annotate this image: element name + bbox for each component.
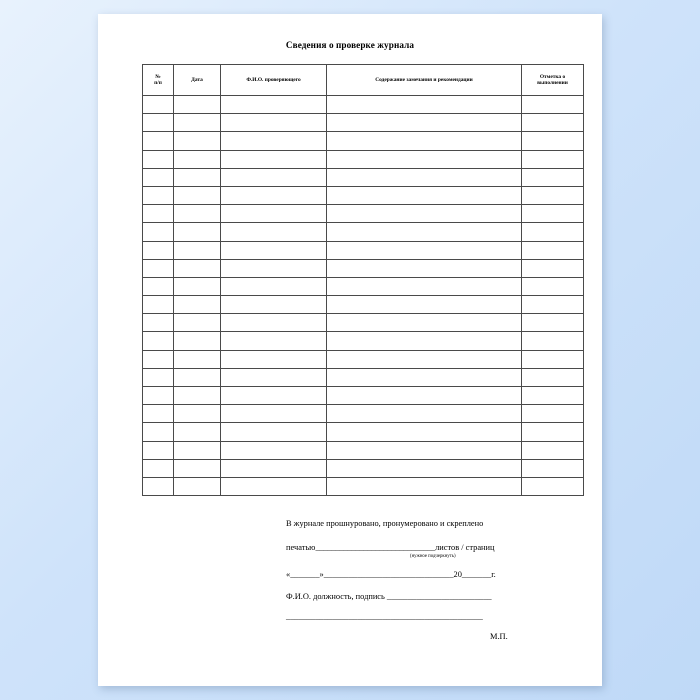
table-cell bbox=[327, 241, 522, 259]
table-cell bbox=[174, 332, 221, 350]
table-row bbox=[143, 205, 584, 223]
table-body bbox=[143, 96, 584, 496]
table-cell bbox=[221, 368, 327, 386]
table-cell bbox=[143, 314, 174, 332]
table-row bbox=[143, 259, 584, 277]
column-header-inspector-name: Ф.И.О. проверяющего bbox=[221, 65, 327, 96]
table-row bbox=[143, 223, 584, 241]
column-header-number bbox=[143, 65, 174, 96]
table-cell bbox=[327, 441, 522, 459]
table-cell bbox=[221, 186, 327, 204]
table-cell bbox=[221, 350, 327, 368]
table-cell bbox=[327, 259, 522, 277]
table-row bbox=[143, 132, 584, 150]
table-cell bbox=[522, 132, 584, 150]
table-cell bbox=[174, 132, 221, 150]
footer-seal-suffix: листов / страниц bbox=[435, 542, 495, 552]
footer-seal-blank: ______________________________ bbox=[315, 542, 436, 552]
table-cell bbox=[143, 459, 174, 477]
table-row bbox=[143, 477, 584, 495]
table-row bbox=[143, 459, 584, 477]
table-cell bbox=[522, 296, 584, 314]
table-cell bbox=[221, 114, 327, 132]
table-cell bbox=[221, 387, 327, 405]
footer-seal-prefix: печатью bbox=[286, 542, 316, 552]
table-cell bbox=[522, 350, 584, 368]
column-header-date: Дата bbox=[174, 65, 221, 96]
table-cell bbox=[522, 314, 584, 332]
footer-blank-line: _______________________________________________ bbox=[286, 611, 483, 621]
column-header-completion-mark-line2: выполнении bbox=[537, 80, 568, 86]
table-cell bbox=[174, 350, 221, 368]
table-cell bbox=[143, 205, 174, 223]
table-row bbox=[143, 277, 584, 295]
table-cell bbox=[143, 423, 174, 441]
table-row bbox=[143, 241, 584, 259]
table-cell bbox=[522, 277, 584, 295]
table-cell bbox=[221, 477, 327, 495]
table-cell bbox=[143, 405, 174, 423]
table-cell bbox=[174, 387, 221, 405]
table-cell bbox=[143, 168, 174, 186]
table-cell bbox=[522, 96, 584, 114]
table-cell bbox=[327, 114, 522, 132]
table-cell bbox=[143, 296, 174, 314]
table-cell bbox=[522, 423, 584, 441]
table-cell bbox=[327, 186, 522, 204]
table-cell bbox=[327, 132, 522, 150]
table-cell bbox=[327, 350, 522, 368]
footer-date-line: «_______»_______________________________20_______г. bbox=[286, 569, 496, 579]
table-cell bbox=[143, 150, 174, 168]
table-cell bbox=[221, 96, 327, 114]
table-cell bbox=[143, 368, 174, 386]
table-cell bbox=[327, 423, 522, 441]
footer-statement: В журнале прошнуровано, пронумеровано и скреплено bbox=[286, 519, 484, 529]
table-row bbox=[143, 168, 584, 186]
table-cell bbox=[522, 223, 584, 241]
table-cell bbox=[327, 477, 522, 495]
table-cell bbox=[174, 368, 221, 386]
table-cell bbox=[143, 477, 174, 495]
footer-seal-note: (нужное подчеркнуть) bbox=[410, 554, 456, 560]
table-cell bbox=[327, 96, 522, 114]
table-cell bbox=[174, 441, 221, 459]
column-header-completion-mark bbox=[522, 65, 584, 96]
table-cell bbox=[221, 423, 327, 441]
table-cell bbox=[221, 314, 327, 332]
table-cell bbox=[327, 314, 522, 332]
table-cell bbox=[327, 205, 522, 223]
table-row bbox=[143, 405, 584, 423]
inspection-table bbox=[142, 64, 584, 496]
table-cell bbox=[143, 277, 174, 295]
table-cell bbox=[522, 368, 584, 386]
document-page bbox=[98, 14, 602, 686]
table-cell bbox=[221, 223, 327, 241]
footer-stamp-mark: М.П. bbox=[490, 632, 508, 642]
table-cell bbox=[221, 241, 327, 259]
column-header-number-line1: № bbox=[155, 73, 161, 80]
table-cell bbox=[327, 405, 522, 423]
page-title: Сведения о проверке журнала bbox=[285, 40, 415, 50]
table-cell bbox=[221, 205, 327, 223]
table-cell bbox=[522, 387, 584, 405]
table-cell bbox=[327, 332, 522, 350]
table-cell bbox=[174, 405, 221, 423]
table-cell bbox=[522, 441, 584, 459]
table-cell bbox=[327, 387, 522, 405]
table-row bbox=[143, 332, 584, 350]
table-cell bbox=[174, 114, 221, 132]
footer-signature-line: Ф.И.О. должность, подпись _________________________ bbox=[286, 592, 492, 602]
table-cell bbox=[522, 477, 584, 495]
table-cell bbox=[174, 477, 221, 495]
table-cell bbox=[143, 350, 174, 368]
table-cell bbox=[522, 150, 584, 168]
table-cell bbox=[522, 114, 584, 132]
column-header-completion-mark-line1: Отметка о bbox=[539, 73, 566, 80]
table-cell bbox=[174, 241, 221, 259]
table-header bbox=[143, 65, 584, 96]
table-row bbox=[143, 387, 584, 405]
table-cell bbox=[221, 150, 327, 168]
table-header-row bbox=[143, 65, 584, 96]
table-cell bbox=[221, 277, 327, 295]
table-row bbox=[143, 186, 584, 204]
table-cell bbox=[143, 96, 174, 114]
table-cell bbox=[327, 150, 522, 168]
table-cell bbox=[174, 259, 221, 277]
table-row bbox=[143, 368, 584, 386]
table-cell bbox=[327, 459, 522, 477]
table-row bbox=[143, 114, 584, 132]
table-row bbox=[143, 441, 584, 459]
table-row bbox=[143, 423, 584, 441]
table-cell bbox=[174, 223, 221, 241]
table-row bbox=[143, 96, 584, 114]
table-row bbox=[143, 314, 584, 332]
table-cell bbox=[221, 132, 327, 150]
table-cell bbox=[522, 259, 584, 277]
column-header-remarks: Содержание замечания и рекомендации bbox=[327, 65, 522, 96]
table-cell bbox=[143, 241, 174, 259]
table-cell bbox=[221, 405, 327, 423]
table-cell bbox=[143, 114, 174, 132]
table-cell bbox=[143, 186, 174, 204]
table-cell bbox=[327, 368, 522, 386]
table-cell bbox=[221, 296, 327, 314]
table-cell bbox=[221, 441, 327, 459]
table-cell bbox=[174, 277, 221, 295]
table-cell bbox=[143, 332, 174, 350]
table-cell bbox=[327, 223, 522, 241]
table-cell bbox=[327, 168, 522, 186]
table-cell bbox=[221, 168, 327, 186]
table-cell bbox=[522, 186, 584, 204]
table-cell bbox=[221, 332, 327, 350]
table-cell bbox=[143, 387, 174, 405]
table-row bbox=[143, 150, 584, 168]
table-cell bbox=[327, 277, 522, 295]
document-footer bbox=[142, 518, 558, 644]
table-cell bbox=[174, 314, 221, 332]
table-row bbox=[143, 296, 584, 314]
table-cell bbox=[174, 423, 221, 441]
table-cell bbox=[522, 168, 584, 186]
table-cell bbox=[174, 186, 221, 204]
document-content bbox=[142, 40, 568, 644]
table-cell bbox=[143, 132, 174, 150]
table-cell bbox=[221, 259, 327, 277]
table-row bbox=[143, 350, 584, 368]
table-cell bbox=[522, 332, 584, 350]
table-cell bbox=[174, 459, 221, 477]
table-cell bbox=[174, 205, 221, 223]
table-cell bbox=[143, 223, 174, 241]
table-cell bbox=[327, 296, 522, 314]
table-cell bbox=[174, 296, 221, 314]
table-cell bbox=[522, 241, 584, 259]
table-cell bbox=[221, 459, 327, 477]
table-cell bbox=[174, 168, 221, 186]
table-cell bbox=[522, 459, 584, 477]
table-cell bbox=[174, 150, 221, 168]
column-header-number-line2: п/п bbox=[154, 80, 162, 86]
table-cell bbox=[143, 259, 174, 277]
table-cell bbox=[522, 205, 584, 223]
table-cell bbox=[174, 96, 221, 114]
table-cell bbox=[143, 441, 174, 459]
table-cell bbox=[522, 405, 584, 423]
